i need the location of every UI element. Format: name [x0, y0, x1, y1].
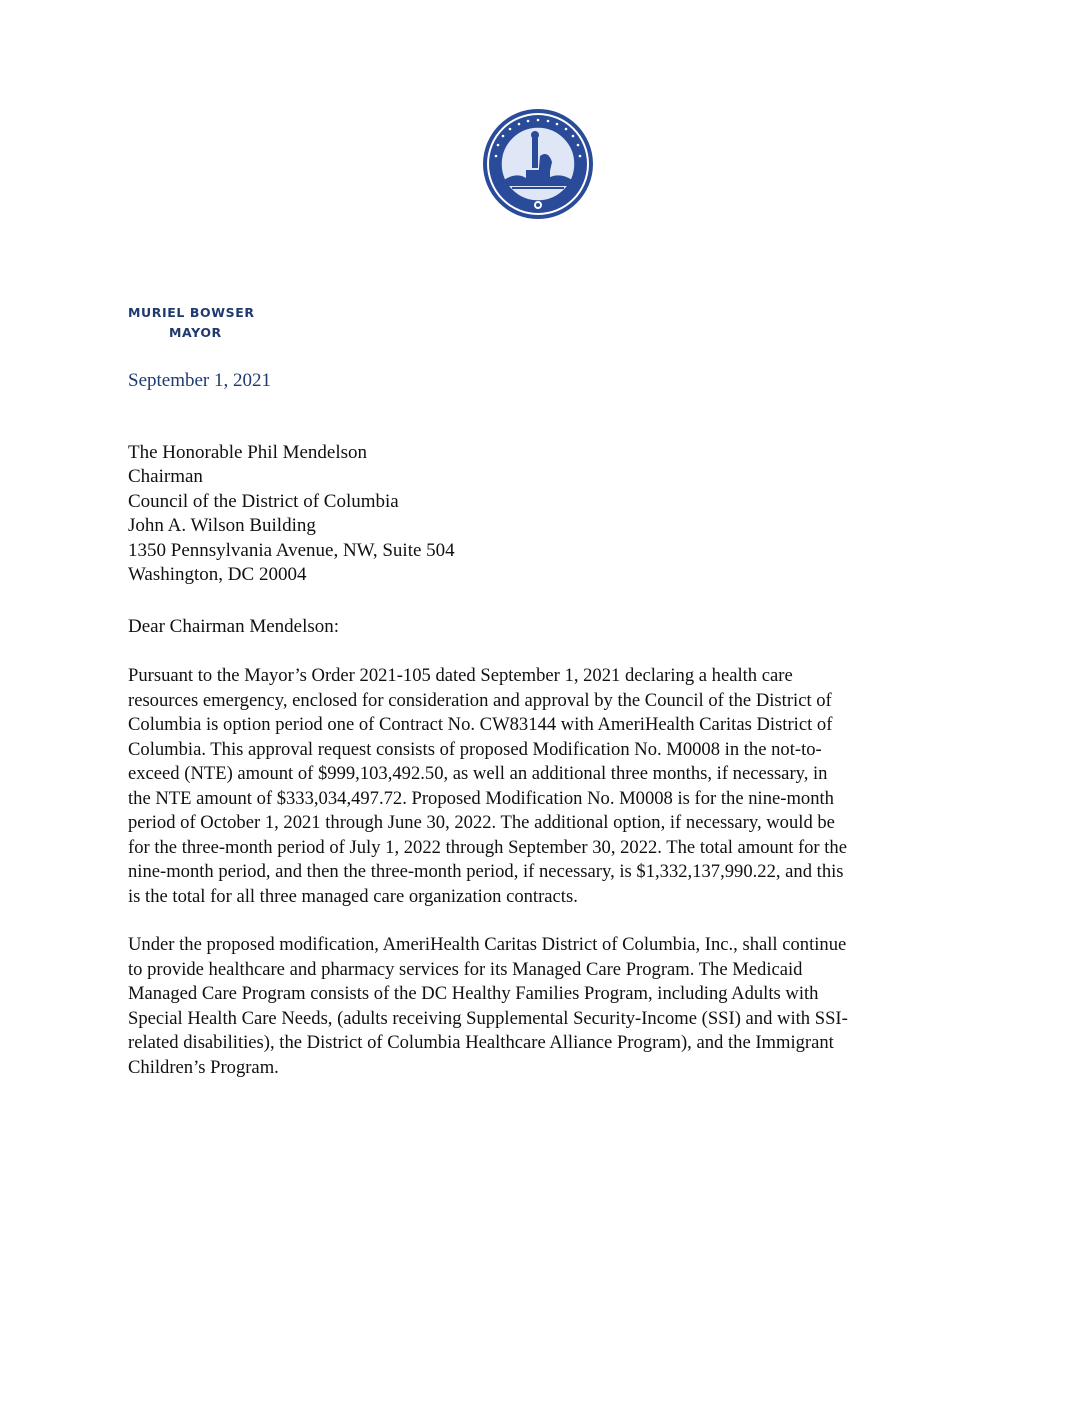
recipient-line: The Honorable Phil Mendelson: [128, 442, 368, 463]
recipient-line: Council of the District of Columbia: [128, 490, 399, 512]
recipient-line: 1350 Pennsylvania Avenue, NW, Suite 504: [128, 539, 455, 561]
body-paragraph-1: [128, 664, 968, 909]
paragraph-line: Columbia is option period one of Contract No. CW83144 with AmeriHealth Caritas District of: [128, 714, 833, 735]
salutation: Dear Chairman Mendelson:: [128, 616, 340, 637]
paragraph-line: related disabilities), the District of Columbia Healthcare Alliance Program), and the Immigrant: [128, 1032, 834, 1053]
body-paragraph-2: [128, 933, 968, 1080]
letter-date: September 1, 2021: [128, 370, 272, 391]
paragraph-line: Children’s Program.: [128, 1056, 279, 1078]
officer-name: MURIEL BOWSER: [128, 305, 255, 320]
recipient-address: [128, 441, 455, 587]
paragraph-line: Special Health Care Needs, (adults receiving Supplemental Security-Income (SSI) and with SSI-: [128, 1007, 848, 1029]
paragraph-line: is the total for all three managed care organization contracts.: [128, 885, 578, 907]
recipient-line: Chairman: [128, 466, 203, 488]
paragraph-line: exceed (NTE) amount of $999,103,492.50, as well an additional three months, if necessary, in: [128, 763, 828, 784]
paragraph-line: Managed Care Program consists of the DC Healthy Families Program, including Adults with: [128, 983, 819, 1004]
seal-emblem-icon: [482, 108, 594, 220]
officer-title: MAYOR: [169, 325, 222, 340]
paragraph-line: the NTE amount of $333,034,497.72. Proposed Modification No. M0008 is for the nine-month: [128, 787, 834, 809]
paragraph-line: resources emergency, enclosed for consideration and approval by the Council of the District of: [128, 689, 832, 711]
paragraph-line: for the three-month period of July 1, 2022 through September 30, 2022. The total amount for the: [128, 836, 847, 858]
paragraph-line: period of October 1, 2021 through June 30, 2022. The additional option, if necessary, would be: [128, 812, 835, 833]
recipient-line: Washington, DC 20004: [128, 564, 307, 586]
paragraph-line: Pursuant to the Mayor’s Order 2021-105 dated September 1, 2021 declaring a health care: [128, 665, 793, 686]
paragraph-line: to provide healthcare and pharmacy services for its Managed Care Program. The Medicaid: [128, 958, 803, 980]
district-of-columbia-seal: [482, 108, 594, 220]
paragraph-line: nine-month period, and then the three-month period, if necessary, is $1,332,137,990.22, and this: [128, 861, 844, 882]
paragraph-line: Columbia. This approval request consists of proposed Modification No. M0008 in the not-to-: [128, 738, 822, 760]
recipient-line: John A. Wilson Building: [128, 515, 316, 537]
paragraph-line: Under the proposed modification, AmeriHealth Caritas District of Columbia, Inc., shall continue: [128, 934, 847, 955]
officer-block: [128, 303, 255, 343]
